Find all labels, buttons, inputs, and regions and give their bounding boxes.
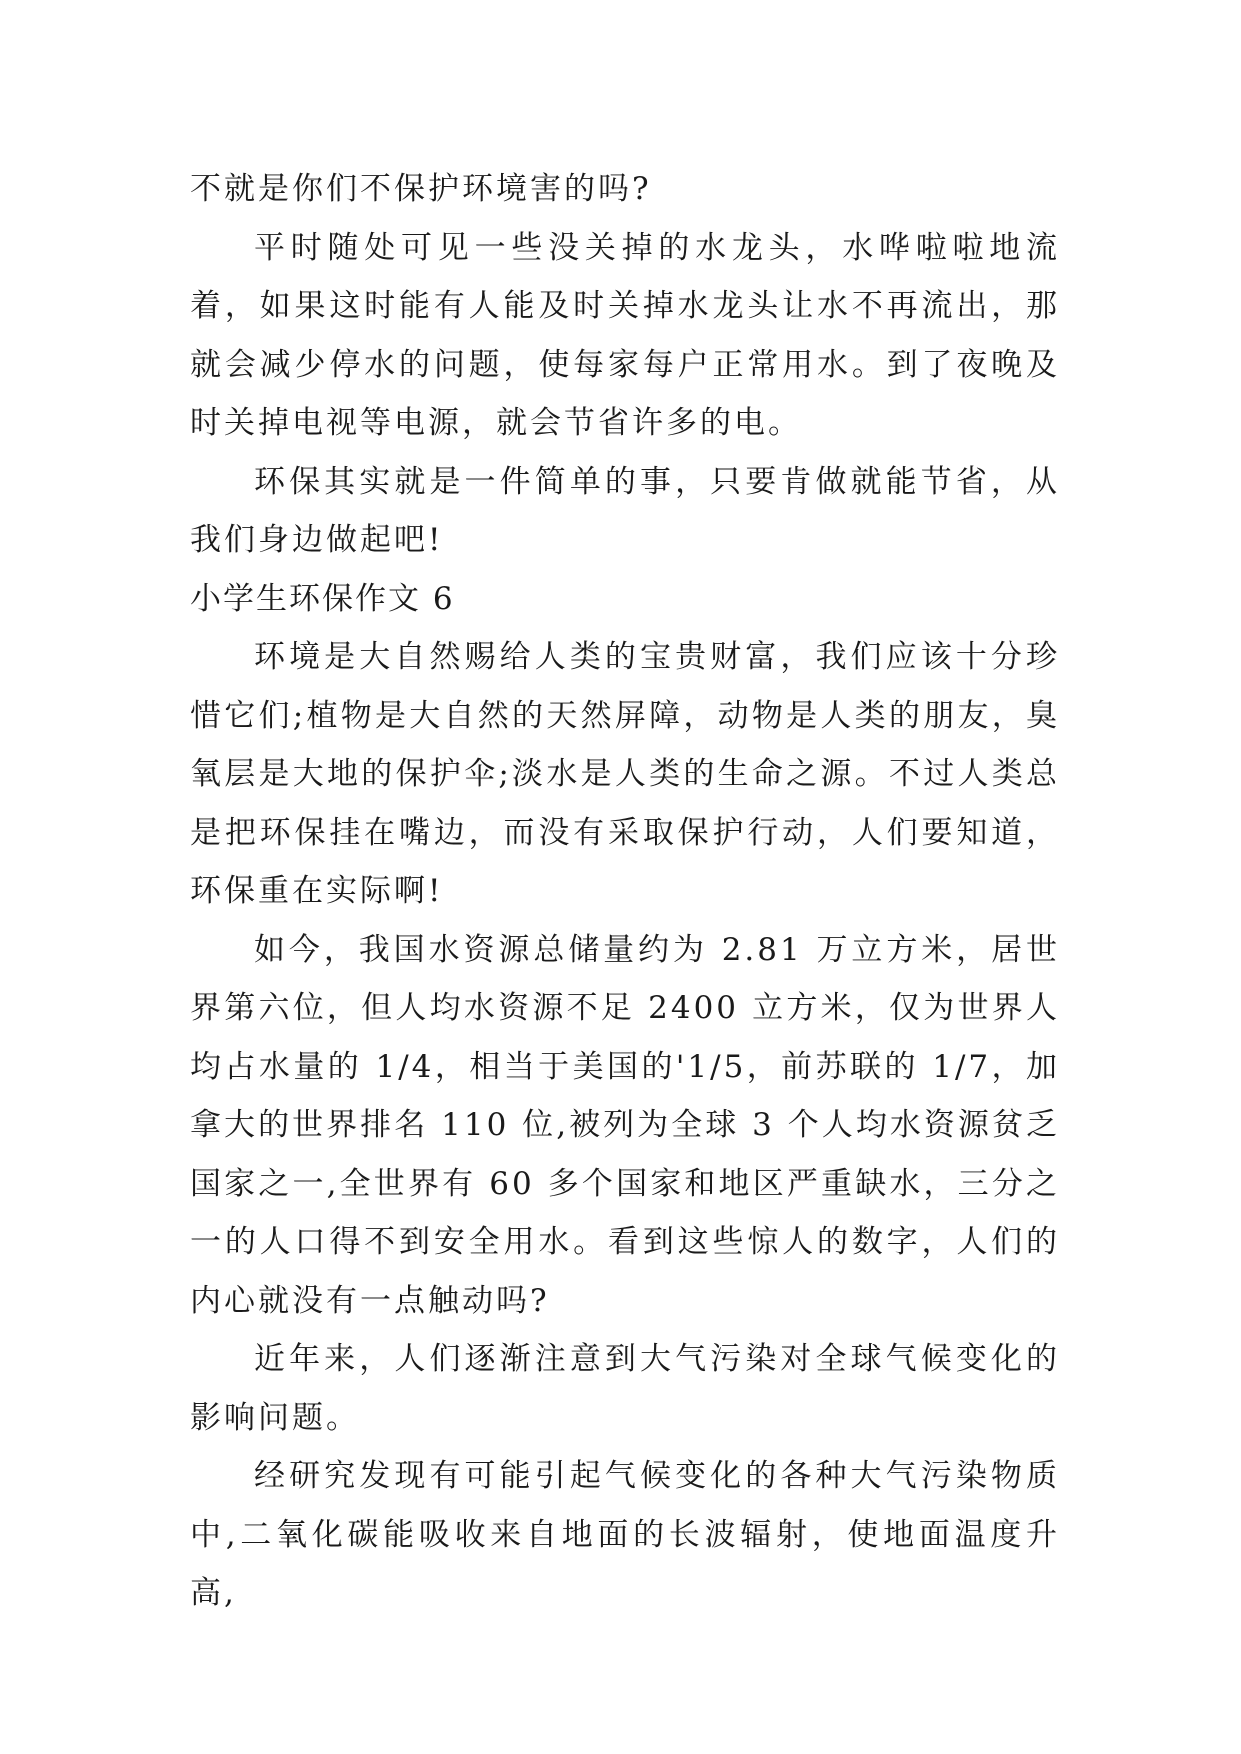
paragraph-1: 不就是你们不保护环境害的吗? bbox=[190, 171, 652, 207]
paragraph-2: 平时随处可见一些没关掉的水龙头，水哗啦啦地流着，如果这时能有人能及时关掉水龙头让水不再流出，那就会减少停水的问题，使每家每户正常用水。到了夜晚及时关掉电视等电源，就会节省许多的电。 bbox=[190, 229, 1060, 441]
section-heading: 小学生环保作文 6 bbox=[190, 580, 455, 617]
document-body bbox=[190, 160, 1060, 1623]
paragraph-5: 如今，我国水资源总储量约为 2.81 万立方米，居世界第六位，但人均水资源不足 2400 立方米，仅为世界人均占水量的 1/4，相当于美国的'1/5，前苏联的 1/7，加拿大的世界排名 110 位,被列为全球 3 个人均水资源贫乏国家之一,全世界有 60 多个国家和地区严重缺水，三分之一的人口得不到安全用水。看到这些惊人的数字，人们的内心就没有一点触动吗? bbox=[190, 931, 1060, 1319]
paragraph-4: 环境是大自然赐给人类的宝贵财富，我们应该十分珍惜它们;植物是大自然的天然屏障，动物是人类的朋友，臭氧层是大地的保护伞;淡水是人类的生命之源。不过人类总是把环保挂在嘴边，而没有采取保护行动，人们要知道，环保重在实际啊! bbox=[190, 639, 1060, 909]
paragraph-7: 经研究发现有可能引起气候变化的各种大气污染物质中,二氧化碳能吸收来自地面的长波辐射，使地面温度升高, bbox=[190, 1458, 1060, 1611]
paragraph-3: 环保其实就是一件简单的事，只要肯做就能节省，从我们身边做起吧! bbox=[190, 463, 1060, 558]
paragraph-6: 近年来，人们逐渐注意到大气污染对全球气候变化的影响问题。 bbox=[190, 1341, 1060, 1436]
